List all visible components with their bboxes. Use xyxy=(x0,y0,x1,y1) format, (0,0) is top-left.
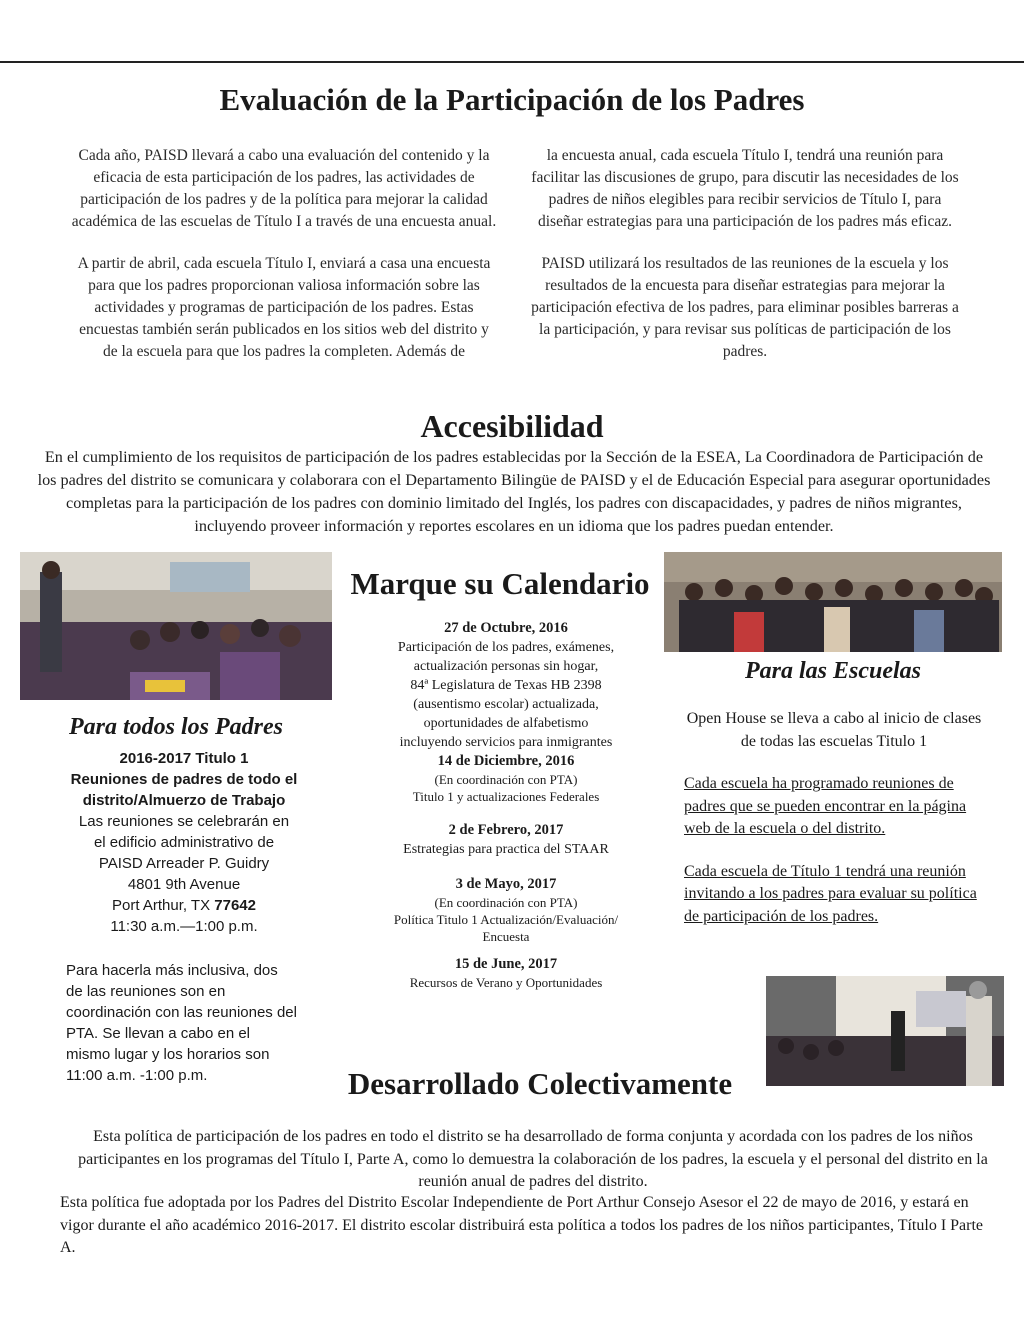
parents-heading: Para todos los Padres xyxy=(68,714,283,740)
calendar-event-line: Encuesta xyxy=(482,929,530,944)
meeting-photo-left xyxy=(20,552,332,700)
schools-paragraph: Open House se lleva a cabo al inicio de clases de todas las escuelas Titulo 1 xyxy=(686,710,982,750)
evaluation-left-column xyxy=(70,145,498,383)
parents-line: PAISD Arreader P. Guidry xyxy=(98,855,270,872)
calendar-event xyxy=(346,619,666,805)
page-title: Evaluación de la Participación de los Padres xyxy=(219,82,805,117)
parents-city-line xyxy=(40,895,328,916)
calendar-event-line: Recursos de Verano y Oportunidades xyxy=(409,975,603,990)
parents-bold-line: 2016-2017 Titulo 1 xyxy=(119,750,249,767)
evaluation-paragraph: Cada año, PAISD llevará a cabo una evaluación del contenido y la eficacia de esta participación de los padres, las actividades de participación de los padres y de la política para mejorar la calidad académica de las escuelas de Título I a través de una encuesta anual. xyxy=(71,147,497,230)
calendar-event-line: actualización personas sin hogar, xyxy=(413,659,599,674)
parents-bold-line: distrito/Almuerzo de Trabajo xyxy=(82,792,286,809)
parents-city: Port Arthur, TX xyxy=(112,897,215,914)
calendar-event-line: oportunidades de alfabetismo xyxy=(423,716,589,731)
parents-info xyxy=(40,748,328,937)
calendar-event xyxy=(346,955,666,991)
calendar-heading: Marque su Calendario xyxy=(350,566,650,601)
collective-paragraph-1: Esta política de participación de los padres en todo el distrito se ha desarrollado de forma conjunta y acordada con los padres de los niños participantes en los programas del Título I, Parte A, como lo demuestra la colaboración de los padres, la escuela y el personal del distrito en la reunión anual de padres del distrito. xyxy=(78,1128,988,1190)
calendar-list xyxy=(346,619,666,1001)
calendar-event-line: incluyendo servicios para inmigrantes xyxy=(399,735,613,750)
evaluation-paragraph: PAISD utilizará los resultados de las reuniones de la escuela y los resultados de la encuesta para diseñar estrategias para mejorar la participación efectiva de los padres, para eliminar posibles barreras a la participación, y para revisar sus políticas de participación de los padres. xyxy=(531,255,959,360)
accessibility-body: En el cumplimiento de los requisitos de participación de los padres establecidas por la Sección de la ESEA, La Coordinadora de Participación de los padres del distrito se comunicara y colaborara con el Departamento Bilingüe de PAISD y el de Educación Especial para asegurar oportunidades completas para la participación de los padres con dominio limitado del Inglés, los padres con discapacidades, y padres de niños migrantes, incluyendo proveer información y reportes escolares en un idioma que los padres puedan entender. xyxy=(37,448,991,535)
calendar-event-date: 15 de June, 2017 xyxy=(454,956,558,972)
parents-line: 4801 9th Avenue xyxy=(127,876,241,893)
calendar-event-line: Participación de los padres, exámenes, xyxy=(397,640,615,655)
calendar-event-line: Política Titulo 1 Actualización/Evaluación/ xyxy=(393,912,619,927)
calendar-event-date: 14 de Diciembre, 2016 xyxy=(437,753,575,769)
schools-text xyxy=(684,708,984,948)
collective-heading: Desarrollado Colectivamente xyxy=(347,1066,733,1101)
calendar-event-line: (En coordinación con PTA) xyxy=(434,895,578,910)
parents-note: Para hacerla más inclusiva, dos de las reuniones son en coordinación con las reuniones del PTA. Se llevan a cabo en el mismo lugar y los horarios son 11:00 a.m. -1:00 p.m. xyxy=(66,962,297,1084)
group-photo-right xyxy=(664,552,1002,652)
evaluation-paragraph: A partir de abril, cada escuela Título I, enviará a casa una encuesta para que los padres proporcionan valiosa información sobre las actividades y programas de participación de los padres. Estas encuestas también serán publicados en los sitios web del distrito y de la escuela para que los padres la completen. Además de xyxy=(77,255,491,360)
meeting-photo-bottom-right xyxy=(766,976,1004,1086)
parents-line: Las reuniones se celebrarán en xyxy=(78,813,290,830)
parents-zip: 77642 xyxy=(214,897,256,914)
calendar-event-date: 27 de Octubre, 2016 xyxy=(444,620,568,636)
calendar-event xyxy=(346,875,666,945)
schools-heading: Para las Escuelas xyxy=(744,658,921,684)
accessibility-heading: Accesibilidad xyxy=(420,408,604,444)
calendar-event-line: Titulo 1 y actualizaciones Federales xyxy=(412,789,600,804)
calendar-event-line: Estrategias para practica del STAAR xyxy=(403,842,609,857)
evaluation-paragraph: la encuesta anual, cada escuela Título I, tendrá una reunión para facilitar las discusiones de grupo, para discutir las necesidades de los padres de niños elegibles para recibir servicios de Título I, para diseñar estrategias para una participación de los padres más eficaz. xyxy=(531,147,959,230)
top-rule xyxy=(0,61,1024,63)
evaluation-right-column xyxy=(526,145,964,383)
schools-paragraph: Cada escuela de Título 1 tendrá una reunión invitando a los padres para evaluar su política de participación de los padres. xyxy=(684,862,977,925)
parents-time: 11:30 a.m.—1:00 p.m. xyxy=(110,918,258,935)
collective-paragraph-2: Esta política fue adoptada por los Padres del Distrito Escolar Independiente de Port Arthur Consejo Asesor el 22 de mayo de 2016, y estará en vigor durante el año académico 2016-2017. El distrito escolar distribuirá esta política a todos los padres de los niños participantes, Título I Parte A. xyxy=(60,1194,984,1256)
calendar-event-line: 84ª Legislatura de Texas HB 2398 xyxy=(410,678,602,693)
parents-line: el edificio administrativo de xyxy=(93,834,275,851)
calendar-event-line: (ausentismo escolar) actualizada, xyxy=(413,697,599,712)
schools-paragraph: Cada escuela ha programado reuniones de padres que se pueden encontrar en la página web de la escuela o del distrito. xyxy=(684,775,967,837)
calendar-event-line: (En coordinación con PTA) xyxy=(434,772,578,787)
parents-bold-line: Reuniones de padres de todo el xyxy=(70,771,298,788)
calendar-event xyxy=(346,821,666,859)
calendar-event-date: 3 de Mayo, 2017 xyxy=(455,876,557,892)
calendar-event-date: 2 de Febrero, 2017 xyxy=(448,822,564,838)
